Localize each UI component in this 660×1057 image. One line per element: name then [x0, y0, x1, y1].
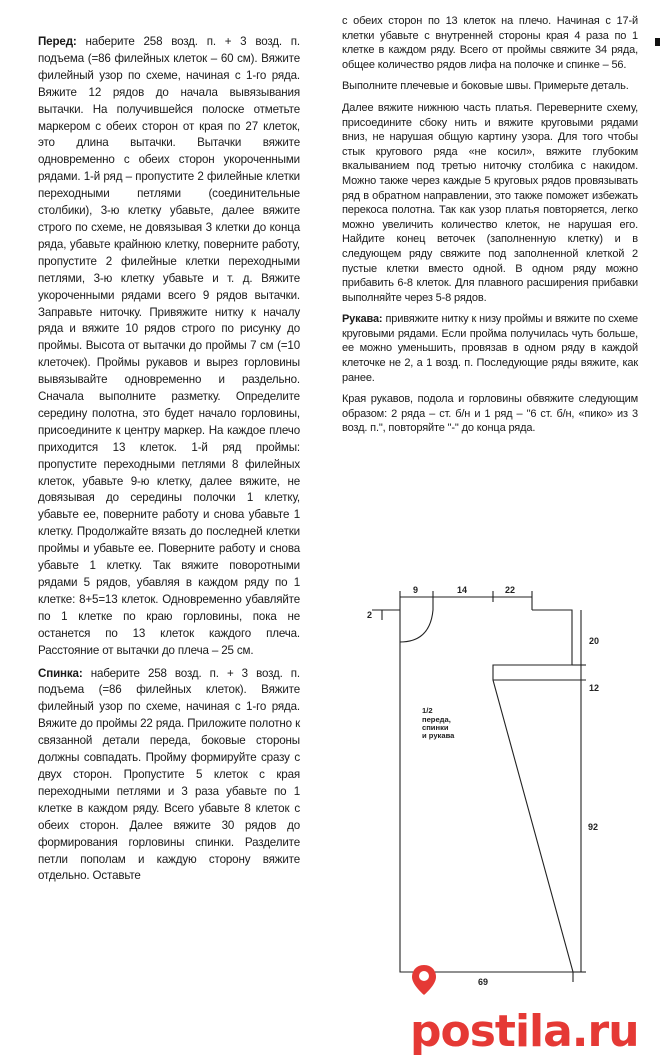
front-text: наберите 258 возд. п. + 3 возд. п. подъема (=86 филейных клеток – 60 см). Вяжите филейный узор по схеме, начиная с 1-го ряда. Вяжите 12 рядов до начала вывязывания вытачки. На получившейся полоске отметьте маркером с обеих сторон от края по 27 клеток, это длина вытачки. Вытачки вяжите одновременно с обеих сторон укороченными рядами. 1-й ряд – пропустите 2 филейные клетки переходными петлями (соединительные столбики), 3-ю клетку убавьте, далее вяжите строго по схеме, не довязывая 3 клетки до конца ряда, убавьте крайнюю клетку, поверните работу, пропустите 2 филейные клетки переходными петлями, 3-ю клетку убавьте и т. д. Вяжите укороченными рядами всего 9 рядов вытачки. Заправьте ниточку. Привяжите нитку к началу ряда и вяжите 10 рядов строго по рисунку до проймы. Высота от вытачки до проймы 7 см (=10 клеточек). Проймы рукавов и вырез горловины вывязывайте одновременно и раздельно. Сначала выполните разметку. Определите середину полотна, это будет начало горловины, присоедините к центру маркер. На каждое плечо приходится 13 клеток. 1-й ряд проймы: пропустите переходными петлями 8 филейных клеток, убавьте 9-ю клетку, далее вяжите, не довязывая до середины полочки 1 клетку, убавьте ее, поверните работу и снова убавьте 1 клетку. Продолжайте вязать до последней клетки проймы и убавьте ее. Поверните работу и снова убавьте 1 клетку. Так вяжите поворотными рядами 5 рядов, убавляя в каждом ряду по 1 клетке: 8+5=13 клеток. Одновременно убавляйте по 1 клетке по краю горловины, пока не останется по 13 клеток каждого плеча. Расстояние от вытачки до плеча – 25 см. — [38, 35, 300, 657]
watermark-logo — [410, 955, 660, 1057]
dim-9: 9 — [413, 585, 419, 595]
note-line-3: спинки — [422, 723, 449, 732]
dim-12: 12 — [589, 683, 600, 693]
watermark-text: postila.ru — [410, 1006, 639, 1057]
page-edge-mark — [655, 38, 660, 46]
back-text: наберите 258 возд. п. + 3 возд. п. подъема (=86 филейных клеток). Вяжите филейный узор по схеме, начиная с 1-го ряда. Вяжите до проймы 22 ряда. Приложите полотно к связанной детали переда, боковые стороны должны совпадать. Пройму формируйте сразу с двух сторон. Пропустите 5 клеток с края переходными петлями и 3 раза убавьте по 1 клетке в каждом ряду. Всего убавьте 8 клеток с обеих сторон. Далее вяжите 30 рядов до формирования горловины спинки. Разделите петли пополам и каждую сторону вяжите отдельно. Оставьте — [38, 666, 301, 883]
front-paragraph — [38, 34, 300, 660]
right-text-column — [342, 14, 638, 436]
garment-outline — [400, 610, 573, 972]
skirt-paragraph: Далее вяжите нижнюю часть платья. Переверните схему, присоедините сбоку нить и вяжите круговыми рядами вниз, не нарушая общую картину узора. Для того чтобы стык кругового ряда «не косил», вяжите глубоким вкалыванием под третью ниточку столбика с накидом. Можно также через каждые 5 круговых рядов провязывать ряд в обратном направлении, это также поможет избежать перекоса полотна. Так как узор платья повторяется, легко можно увеличить количество клеток, не нарушая его. Найдите конец веточек (заполненную клетку) и в следующем ряду свяжите под заполненной клеткой 2 пустые клетки вместо одной. В одном ряду можно прибавить 6-8 клеток. Для плавного расширения прибавки выполняйте через 5-8 рядов. — [342, 101, 638, 304]
dim-bottom: 69 — [478, 977, 489, 987]
back-paragraph — [38, 666, 300, 886]
dim-2: 2 — [367, 610, 373, 620]
dim-92: 92 — [588, 822, 599, 832]
edging-paragraph: Края рукавов, подола и горловины обвяжите следующим образом: 2 ряда – ст. б/н и 1 ряд – "6 ст. б/н, «пико» из 3 возд. п.", повторяйте "-" до конца ряда. — [342, 393, 638, 435]
sleeve-label: Рукава: — [342, 313, 383, 326]
shoulder-paragraph: с обеих сторон по 13 клеток на плечо. Начиная с 17-й клетки убавьте с внутренней стороны края 4 раза по 1 клетке в каждом ряду. Всего от проймы свяжите 34 ряда, общее количество рядов лифа на полочке и спинке – 56. — [342, 15, 638, 71]
note-line-4: и рукава — [422, 731, 455, 740]
dim-20: 20 — [589, 636, 600, 646]
left-text-column — [38, 34, 300, 885]
front-label: Перед: — [38, 35, 77, 48]
note-line-1: 1/2 — [422, 706, 433, 715]
dim-14: 14 — [457, 585, 468, 595]
sleeve-paragraph — [342, 312, 638, 385]
pattern-diagram — [360, 580, 620, 1000]
note-line-2: переда, — [422, 715, 451, 724]
pin-icon — [410, 957, 438, 991]
dim-22: 22 — [505, 585, 516, 595]
seams-paragraph: Выполните плечевые и боковые швы. Примерьте деталь. — [342, 80, 629, 93]
neckline-curve — [400, 610, 433, 642]
back-label: Спинка: — [38, 666, 83, 680]
sleeve-text: привяжите нитку к низу проймы и вяжите по схеме круговыми рядами. Если пройма получилась чуть больше, ее можно уменьшить, провязав в одном ряду в каждой клеточке не 2, а 1 возд. п. Последующие ряды вяжите, как ранее. — [342, 313, 639, 384]
